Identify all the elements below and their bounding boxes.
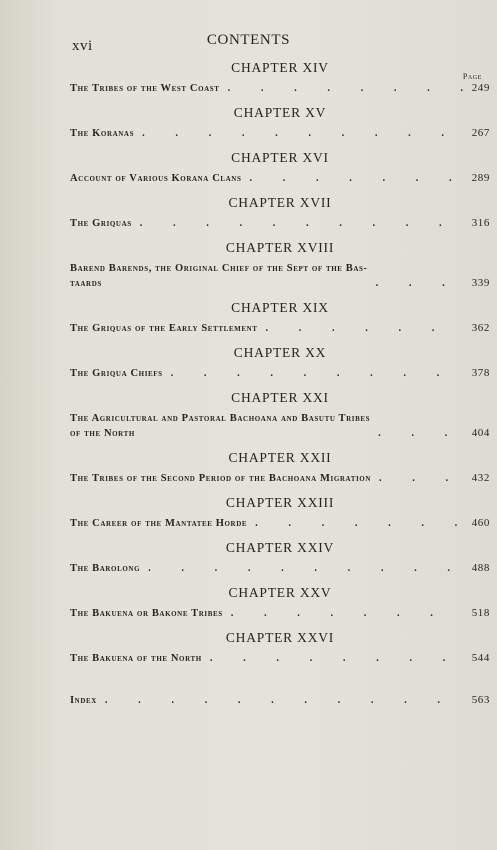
page-column-label: Page xyxy=(462,72,482,81)
chapter-page-number: 488 xyxy=(471,562,490,574)
chapter-entry[interactable] xyxy=(70,240,490,291)
dot-leader xyxy=(223,606,464,621)
chapter-page-number: 544 xyxy=(471,652,490,664)
dot-leader xyxy=(247,516,464,531)
chapter-page-number: 460 xyxy=(471,517,490,529)
chapter-page-number: 316 xyxy=(471,217,490,229)
chapter-heading: CHAPTER XXI xyxy=(231,390,329,405)
chapter-title: The Bakuena or Bakone Tribes xyxy=(70,608,223,619)
chapter-heading: CHAPTER XXIII xyxy=(225,495,335,510)
chapter-title: Account of Various Korana Clans xyxy=(70,173,242,184)
chapter-heading: CHAPTER XXIV xyxy=(225,540,335,555)
chapter-title: The Bakuena of the North xyxy=(70,653,202,664)
chapter-page-number: 378 xyxy=(471,367,490,379)
chapter-heading: CHAPTER XVIII xyxy=(225,240,335,255)
dot-leader xyxy=(368,276,464,291)
chapter-heading: CHAPTER XXII xyxy=(228,450,332,465)
chapter-entry[interactable] xyxy=(70,195,490,231)
chapter-title: The Career of the Mantatee Horde xyxy=(70,518,248,529)
chapter-title: The Barolong xyxy=(70,563,141,574)
chapter-title: The Griquas xyxy=(70,218,132,229)
chapter-entry[interactable] xyxy=(70,450,490,486)
chapter-title: The Tribes of the West Coast xyxy=(70,83,220,94)
chapter-entry[interactable] xyxy=(70,390,490,441)
dot-leader xyxy=(220,81,464,96)
dot-leader xyxy=(370,426,464,441)
chapter-entry[interactable] xyxy=(70,105,490,141)
dot-leader xyxy=(163,366,464,381)
page-title: CONTENTS xyxy=(206,32,291,48)
chapter-heading: CHAPTER XVI xyxy=(231,150,329,165)
chapter-title: Barend Barends, the Original Chief of the Sept of the Bas- taards xyxy=(70,263,368,289)
index-page-number: 563 xyxy=(471,694,490,706)
chapter-title: The Griqua Chiefs xyxy=(70,368,163,379)
dot-leader xyxy=(258,321,464,336)
chapter-entry[interactable] xyxy=(70,150,490,186)
chapter-heading: CHAPTER XXV xyxy=(228,585,332,600)
chapter-entry[interactable] xyxy=(70,540,490,576)
dot-leader xyxy=(134,126,464,141)
index-title: Index xyxy=(70,695,97,706)
chapter-title: The Agricultural and Pastoral Bachoana and Basutu Tribes of the North xyxy=(70,413,371,439)
page-folio: xvi xyxy=(72,38,93,54)
chapter-page-number: 404 xyxy=(471,427,490,439)
chapter-heading: CHAPTER XVII xyxy=(228,195,332,210)
dot-leader xyxy=(132,216,464,231)
chapter-page-number: 289 xyxy=(471,172,490,184)
dot-leader xyxy=(371,471,464,486)
chapter-entry[interactable] xyxy=(70,495,490,531)
chapter-entry[interactable] xyxy=(70,345,490,381)
chapter-heading: CHAPTER XV xyxy=(233,105,327,120)
dot-leader xyxy=(140,561,464,576)
chapter-entry[interactable] xyxy=(70,630,490,666)
dot-leader xyxy=(202,651,464,666)
chapter-page-number: 249 xyxy=(471,82,490,94)
chapter-heading: CHAPTER XX xyxy=(233,345,327,360)
chapter-page-number: 518 xyxy=(471,607,490,619)
chapter-page-number: 432 xyxy=(471,472,490,484)
chapter-heading: CHAPTER XIV xyxy=(231,60,329,75)
index-entry[interactable] xyxy=(70,693,490,708)
chapter-title: The Griquas of the Early Settlement xyxy=(70,323,258,334)
chapter-title: The Koranas xyxy=(70,128,135,139)
chapter-entry[interactable] xyxy=(70,60,490,96)
chapter-title: The Tribes of the Second Period of the Bachoana Migration xyxy=(70,473,371,484)
chapter-page-number: 339 xyxy=(471,277,490,289)
chapter-heading: CHAPTER XIX xyxy=(231,300,329,315)
dot-leader xyxy=(241,171,464,186)
dot-leader xyxy=(97,693,464,708)
chapter-page-number: 362 xyxy=(471,322,490,334)
chapter-page-number: 267 xyxy=(471,127,490,139)
chapter-heading: CHAPTER XXVI xyxy=(225,630,335,645)
chapter-entry[interactable] xyxy=(70,585,490,621)
chapter-entry[interactable] xyxy=(70,300,490,336)
